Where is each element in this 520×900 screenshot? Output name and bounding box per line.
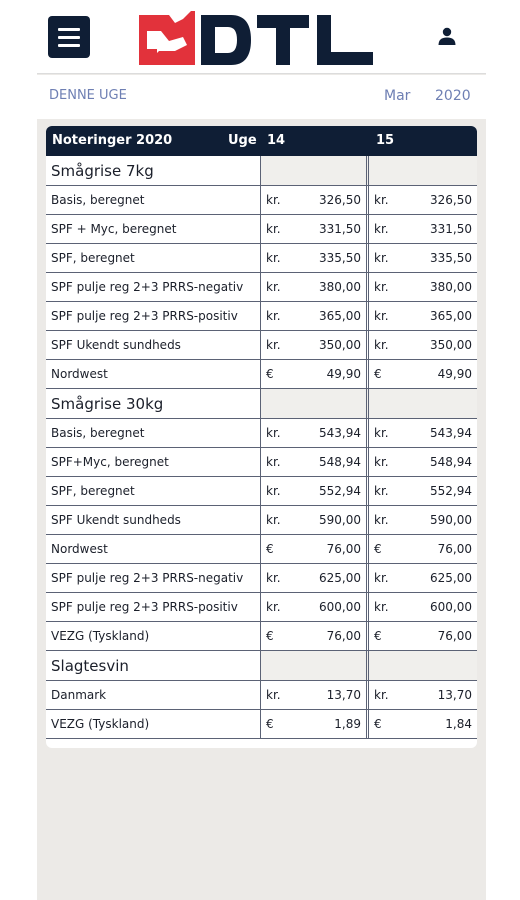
currency-label: € — [266, 629, 274, 643]
price-value: 365,00 — [430, 309, 472, 323]
price-cell-week-2 — [369, 535, 477, 563]
app-screen — [37, 0, 486, 900]
currency-label: € — [266, 717, 274, 731]
group-title: Smågrise 30kg — [46, 389, 261, 418]
price-cell-week-1 — [261, 710, 369, 738]
currency-label: € — [266, 542, 274, 556]
price-cell-week-1 — [261, 622, 369, 650]
week-column-label: Uge — [228, 133, 257, 148]
price-cell-week-1 — [261, 273, 369, 301]
price-value: 350,00 — [319, 338, 361, 352]
row-label: SPF pulje reg 2+3 PRRS-positiv — [46, 593, 261, 621]
currency-label: kr. — [374, 280, 389, 294]
price-cell-week-1 — [261, 506, 369, 534]
row-label: SPF+Myc, beregnet — [46, 448, 261, 476]
price-cell-week-1 — [261, 448, 369, 476]
currency-label: kr. — [266, 193, 281, 207]
row-label: SPF Ukendt sundheds — [46, 506, 261, 534]
price-value: 49,90 — [326, 367, 361, 381]
price-value: 590,00 — [319, 513, 361, 527]
week-selector[interactable] — [37, 75, 486, 119]
currency-label: kr. — [266, 338, 281, 352]
group-row — [46, 651, 477, 681]
price-value: 552,94 — [430, 484, 472, 498]
currency-label: kr. — [266, 251, 281, 265]
price-cell-week-2 — [369, 622, 477, 650]
price-value: 76,00 — [437, 542, 472, 556]
price-cell-week-2 — [369, 331, 477, 359]
currency-label: kr. — [266, 280, 281, 294]
price-cell-week-1 — [261, 593, 369, 621]
row-label: SPF + Myc, beregnet — [46, 215, 261, 243]
price-cell-week-1 — [261, 535, 369, 563]
price-cell-week-2 — [369, 419, 477, 447]
price-value: 380,00 — [319, 280, 361, 294]
price-value: 1,84 — [445, 717, 472, 731]
group-row — [46, 389, 477, 419]
price-cell-week-2 — [369, 448, 477, 476]
table-row — [46, 593, 477, 622]
table-header — [46, 126, 477, 156]
price-cell-week-1 — [261, 244, 369, 272]
price-value: 335,50 — [430, 251, 472, 265]
price-value: 1,89 — [334, 717, 361, 731]
price-cell-week-2 — [369, 681, 477, 709]
price-value: 13,70 — [326, 688, 361, 702]
currency-label: kr. — [374, 338, 389, 352]
price-cell-week-2 — [369, 273, 477, 301]
hamburger-icon[interactable] — [48, 16, 90, 58]
price-value: 543,94 — [319, 426, 361, 440]
currency-label: kr. — [374, 426, 389, 440]
row-label: Nordwest — [46, 535, 261, 563]
price-cell-week-2 — [369, 593, 477, 621]
table-row — [46, 331, 477, 360]
group-title: Smågrise 7kg — [46, 156, 261, 185]
price-cell-week-2 — [369, 302, 477, 330]
currency-label: kr. — [374, 455, 389, 469]
week-column-1: 14 — [267, 133, 286, 148]
currency-label: kr. — [374, 309, 389, 323]
row-label: VEZG (Tyskland) — [46, 622, 261, 650]
row-label: SPF Ukendt sundheds — [46, 331, 261, 359]
price-cell-week-2 — [369, 506, 477, 534]
price-value: 76,00 — [326, 629, 361, 643]
table-row — [46, 622, 477, 651]
currency-label: kr. — [374, 513, 389, 527]
price-cell-week-1 — [261, 477, 369, 505]
price-cell-week-1 — [261, 681, 369, 709]
currency-label: € — [374, 542, 382, 556]
price-value: 335,50 — [319, 251, 361, 265]
row-label: SPF pulje reg 2+3 PRRS-negativ — [46, 564, 261, 592]
price-value: 625,00 — [319, 571, 361, 585]
currency-label: kr. — [374, 688, 389, 702]
price-cell-week-2 — [369, 186, 477, 214]
group-cell-week-2 — [369, 389, 477, 418]
table-row — [46, 360, 477, 389]
currency-label: kr. — [374, 251, 389, 265]
price-value: 76,00 — [437, 629, 472, 643]
price-cell-week-2 — [369, 215, 477, 243]
currency-label: € — [374, 717, 382, 731]
table-row — [46, 244, 477, 273]
price-cell-week-2 — [369, 564, 477, 592]
app-header — [37, 0, 486, 74]
group-row — [46, 156, 477, 186]
price-value: 326,50 — [430, 193, 472, 207]
currency-label: kr. — [266, 513, 281, 527]
group-cell-week-2 — [369, 156, 477, 185]
price-value: 600,00 — [430, 600, 472, 614]
group-cell-week-1 — [261, 156, 369, 185]
currency-label: kr. — [266, 222, 281, 236]
currency-label: kr. — [374, 193, 389, 207]
price-cell-week-1 — [261, 331, 369, 359]
row-label: VEZG (Tyskland) — [46, 710, 261, 738]
table-row — [46, 477, 477, 506]
price-value: 49,90 — [437, 367, 472, 381]
currency-label: kr. — [266, 688, 281, 702]
price-value: 76,00 — [326, 542, 361, 556]
currency-label: kr. — [266, 455, 281, 469]
dtl-logo — [139, 11, 375, 65]
table-row — [46, 535, 477, 564]
price-value: 13,70 — [437, 688, 472, 702]
price-value: 350,00 — [430, 338, 472, 352]
row-label: SPF, beregnet — [46, 244, 261, 272]
group-title: Slagtesvin — [46, 651, 261, 680]
price-value: 552,94 — [319, 484, 361, 498]
month-selector[interactable]: Mar — [384, 88, 411, 104]
currency-label: kr. — [374, 222, 389, 236]
table-row — [46, 506, 477, 535]
currency-label: kr. — [266, 484, 281, 498]
year-selector[interactable]: 2020 — [435, 88, 471, 104]
price-value: 380,00 — [430, 280, 472, 294]
price-cell-week-1 — [261, 302, 369, 330]
currency-label: kr. — [374, 600, 389, 614]
price-value: 625,00 — [430, 571, 472, 585]
price-value: 548,94 — [319, 455, 361, 469]
table-row — [46, 215, 477, 244]
price-cell-week-2 — [369, 477, 477, 505]
currency-label: kr. — [266, 571, 281, 585]
row-label: SPF pulje reg 2+3 PRRS-negativ — [46, 273, 261, 301]
price-cell-week-1 — [261, 186, 369, 214]
price-value: 331,50 — [319, 222, 361, 236]
price-cell-week-2 — [369, 710, 477, 738]
group-cell-week-1 — [261, 389, 369, 418]
currency-label: kr. — [374, 484, 389, 498]
price-value: 548,94 — [430, 455, 472, 469]
table-title: Noteringer 2020 — [52, 133, 173, 148]
group-cell-week-2 — [369, 651, 477, 680]
table-row — [46, 186, 477, 215]
week-column-2: 15 — [376, 133, 395, 148]
table-body — [46, 156, 477, 739]
currency-label: kr. — [374, 571, 389, 585]
price-cell-week-1 — [261, 564, 369, 592]
row-label: SPF pulje reg 2+3 PRRS-positiv — [46, 302, 261, 330]
table-row — [46, 302, 477, 331]
table-row — [46, 710, 477, 739]
price-cell-week-2 — [369, 244, 477, 272]
user-icon[interactable] — [435, 24, 459, 48]
currency-label: € — [266, 367, 274, 381]
table-row — [46, 273, 477, 302]
price-value: 590,00 — [430, 513, 472, 527]
row-label: Basis, beregnet — [46, 186, 261, 214]
table-row — [46, 419, 477, 448]
table-row — [46, 681, 477, 710]
currency-label: kr. — [266, 426, 281, 440]
row-label: Danmark — [46, 681, 261, 709]
group-cell-week-1 — [261, 651, 369, 680]
current-week-label[interactable]: DENNE UGE — [49, 88, 127, 103]
price-cell-week-1 — [261, 215, 369, 243]
row-label: SPF, beregnet — [46, 477, 261, 505]
row-label: Nordwest — [46, 360, 261, 388]
price-value: 331,50 — [430, 222, 472, 236]
row-label: Basis, beregnet — [46, 419, 261, 447]
table-row — [46, 564, 477, 593]
currency-label: € — [374, 367, 382, 381]
price-cell-week-1 — [261, 419, 369, 447]
currency-label: kr. — [266, 600, 281, 614]
currency-label: kr. — [266, 309, 281, 323]
price-value: 600,00 — [319, 600, 361, 614]
price-table — [46, 126, 477, 748]
price-value: 365,00 — [319, 309, 361, 323]
price-cell-week-2 — [369, 360, 477, 388]
price-cell-week-1 — [261, 360, 369, 388]
currency-label: € — [374, 629, 382, 643]
price-value: 326,50 — [319, 193, 361, 207]
table-row — [46, 448, 477, 477]
price-value: 543,94 — [430, 426, 472, 440]
